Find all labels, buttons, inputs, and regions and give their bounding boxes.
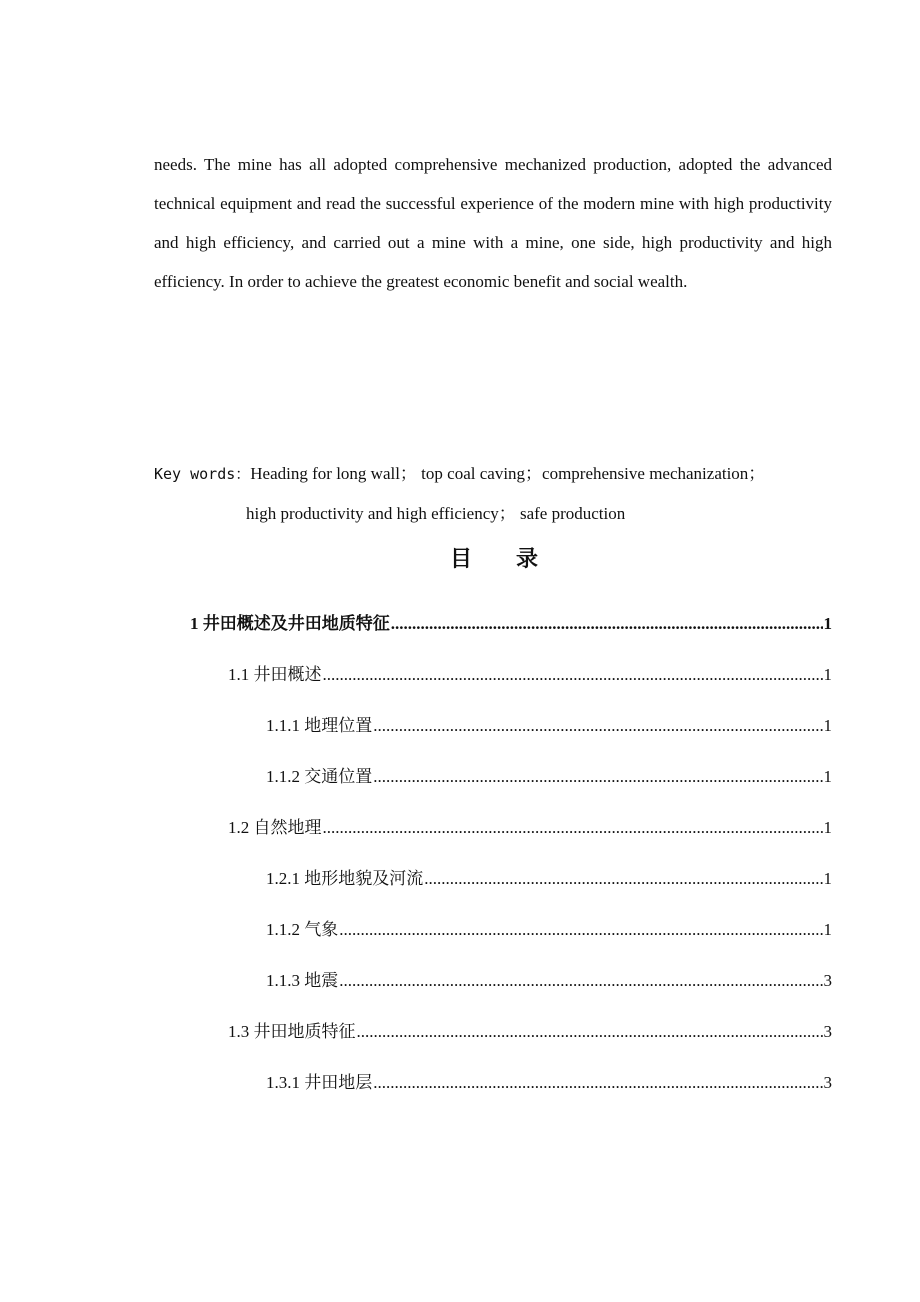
toc-entry[interactable] — [266, 892, 832, 942]
toc-entry-label: 1 井田概述及井田地质特征 — [190, 614, 390, 633]
toc-entry-page: 1 — [823, 716, 832, 735]
toc-entry[interactable] — [266, 739, 832, 789]
keywords-line-1 — [154, 454, 844, 494]
toc-title: 目录 — [449, 547, 582, 572]
toc-entry-label: 1.2 自然地理 — [228, 818, 322, 837]
toc-entry-page: 1 — [823, 767, 832, 786]
keywords-text-1: Heading for long wall； top coal caving；comprehensive mechanization； — [250, 464, 766, 483]
toc-entry[interactable] — [266, 1045, 832, 1095]
toc-entry[interactable] — [228, 790, 832, 840]
toc-leader-dots — [373, 1071, 822, 1095]
toc-entry-page: 3 — [823, 1073, 832, 1092]
toc-entry-label: 1.1.2 交通位置 — [266, 767, 373, 786]
toc-leader-dots — [339, 918, 822, 942]
toc-entry-page: 1 — [823, 920, 832, 939]
toc-leader-dots — [323, 816, 823, 840]
toc-entry-page: 3 — [823, 1022, 832, 1041]
toc-leader-dots — [339, 969, 822, 993]
keywords-line-2 — [154, 494, 844, 533]
toc-entry-label: 1.1.2 气象 — [266, 920, 339, 939]
toc-entry[interactable] — [266, 841, 832, 891]
toc-leader-dots — [373, 714, 822, 738]
keywords-block — [154, 454, 844, 533]
toc-entry-page: 3 — [823, 971, 832, 990]
toc-entry-label: 1.2.1 地形地貌及河流 — [266, 869, 424, 888]
toc-entry[interactable] — [228, 637, 832, 687]
toc-leader-dots — [391, 612, 823, 636]
toc-entry-label: 1.1.1 地理位置 — [266, 716, 373, 735]
keywords-text-2: high productivity and high efficiency； safe production — [246, 504, 626, 523]
toc-leader-dots — [373, 765, 822, 789]
toc-leader-dots — [357, 1020, 823, 1044]
toc-entry[interactable] — [266, 688, 832, 738]
toc-entry[interactable] — [228, 994, 832, 1044]
toc-entry-label: 1.3 井田地质特征 — [228, 1022, 356, 1041]
toc-entry-page: 1 — [823, 818, 832, 837]
toc-entry-page: 1 — [823, 869, 832, 888]
toc-entry-label: 1.1.3 地震 — [266, 971, 339, 990]
toc-entry-label: 1.3.1 井田地层 — [266, 1073, 373, 1092]
toc-entry-page: 1 — [823, 665, 832, 684]
toc-entry[interactable] — [190, 586, 832, 636]
toc-leader-dots — [323, 663, 823, 687]
toc-entry-label: 1.1 井田概述 — [228, 665, 322, 684]
abstract-paragraph: needs. The mine has all adopted comprehensive mechanized production, adopted the advanced technical equipment and read the successful experience of the modern mine with high productivity and high efficiency, and carried out a mine with a mine, one side, high productivity and high efficiency. In order to achieve the greatest economic benefit and social wealth. — [154, 155, 832, 291]
keywords-label: Key words： — [154, 465, 251, 483]
toc-leader-dots — [424, 867, 822, 891]
toc-entry[interactable] — [266, 943, 832, 993]
toc-entry-page: 1 — [823, 614, 832, 633]
